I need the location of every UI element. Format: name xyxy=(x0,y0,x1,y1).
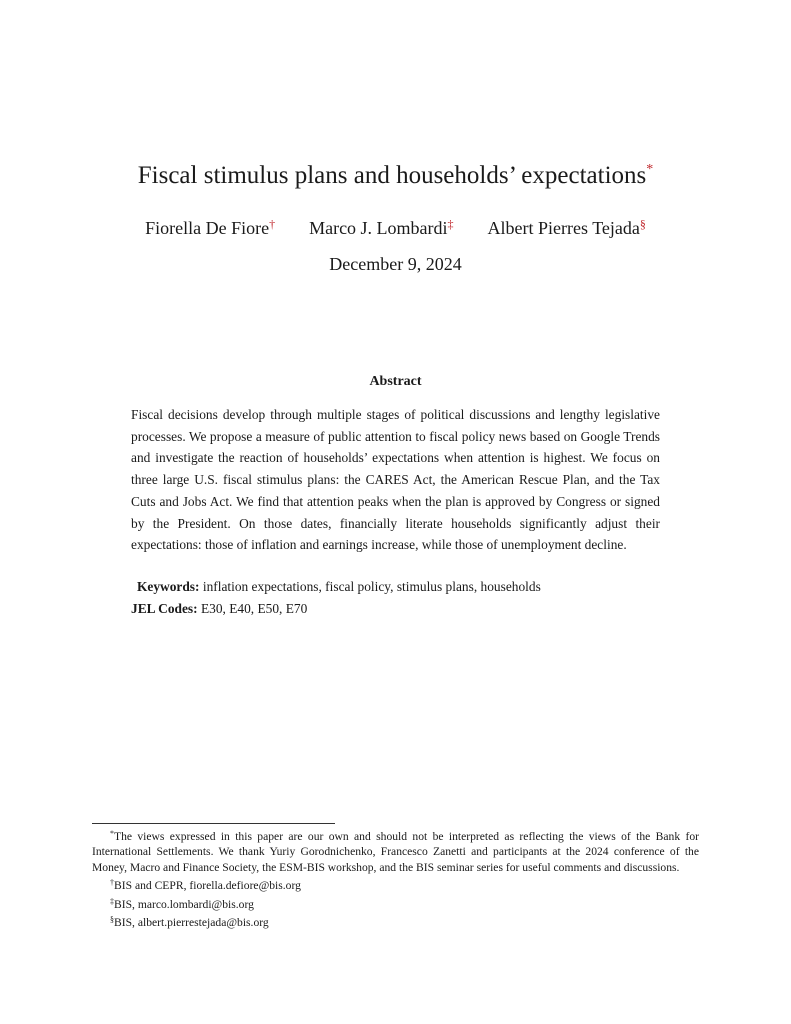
paper-title-text: Fiscal stimulus plans and households’ expectations xyxy=(137,162,647,189)
keywords-text: inflation expectations, fiscal policy, stimulus plans, households xyxy=(202,579,541,594)
footnote-symbol: § xyxy=(110,915,114,925)
footnote-symbol: † xyxy=(110,878,114,888)
footnote-author-2 xyxy=(92,894,699,912)
footnote-author-1 xyxy=(92,875,699,893)
footnote-text: BIS, marco.lombardi@bis.org xyxy=(114,897,254,911)
author-2 xyxy=(309,212,453,240)
paper-title xyxy=(0,154,791,192)
footnote-text: BIS and CEPR, fiorella.defiore@bis.org xyxy=(114,879,301,893)
jel-codes-line xyxy=(131,598,671,620)
title-footnote-marker[interactable]: * xyxy=(646,162,654,177)
abstract-body: Fiscal decisions develop through multiple stages of political discussions and lengthy legislative processes. We propose a measure of public attention to fiscal policy news based on Google Trends and investigate the reaction of households’ expectations when attention is highest. We focus on three large U.S. fiscal stimulus plans: the CARES Act, the American Rescue Plan, and the Tax Cuts and Jobs Act. We find that attention peaks when the plan is approved by Congress or signed by the President. On those dates, financially literate households significantly adjust their expectations: those of inflation and earnings increase, while those of unemployment decline. xyxy=(131,407,660,553)
footnote-main xyxy=(92,826,699,875)
author-1 xyxy=(145,212,275,240)
jel-codes-text: E30, E40, E50, E70 xyxy=(200,601,308,616)
abstract-heading: Abstract xyxy=(369,374,422,389)
footnote-author-3 xyxy=(92,912,699,930)
author-list xyxy=(0,212,791,240)
footnote-text: The views expressed in this paper are our own and should not be interpreted as reflecting the views of the Bank for International Settlements. We thank Yuriy Gorodnichenko, Francesco Zanetti and participants at the 2024 conference of the Money, Macro and Finance Society, the ESM-BIS workshop, and the BIS seminar series for useful comments and discussions. xyxy=(92,830,699,874)
footnote-divider xyxy=(92,823,335,824)
footnote-symbol: * xyxy=(110,829,114,838)
publication-date: December 9, 2024 xyxy=(329,254,462,274)
author-footnote-marker[interactable]: † xyxy=(269,217,276,231)
author-name: Fiorella De Fiore xyxy=(145,218,270,238)
author-name: Marco J. Lombardi xyxy=(309,218,448,238)
jel-codes-label: JEL Codes: xyxy=(131,601,198,616)
keywords-label: Keywords: xyxy=(137,579,200,594)
footnote-symbol: ‡ xyxy=(110,896,114,906)
author-3 xyxy=(488,212,646,240)
author-footnote-marker[interactable]: § xyxy=(639,217,646,231)
keywords-line xyxy=(137,576,677,598)
author-name: Albert Pierres Tejada xyxy=(487,218,640,238)
footnote-text: BIS, albert.pierrestejada@bis.org xyxy=(114,916,269,930)
author-footnote-marker[interactable]: ‡ xyxy=(447,217,454,231)
footnotes xyxy=(92,826,699,930)
